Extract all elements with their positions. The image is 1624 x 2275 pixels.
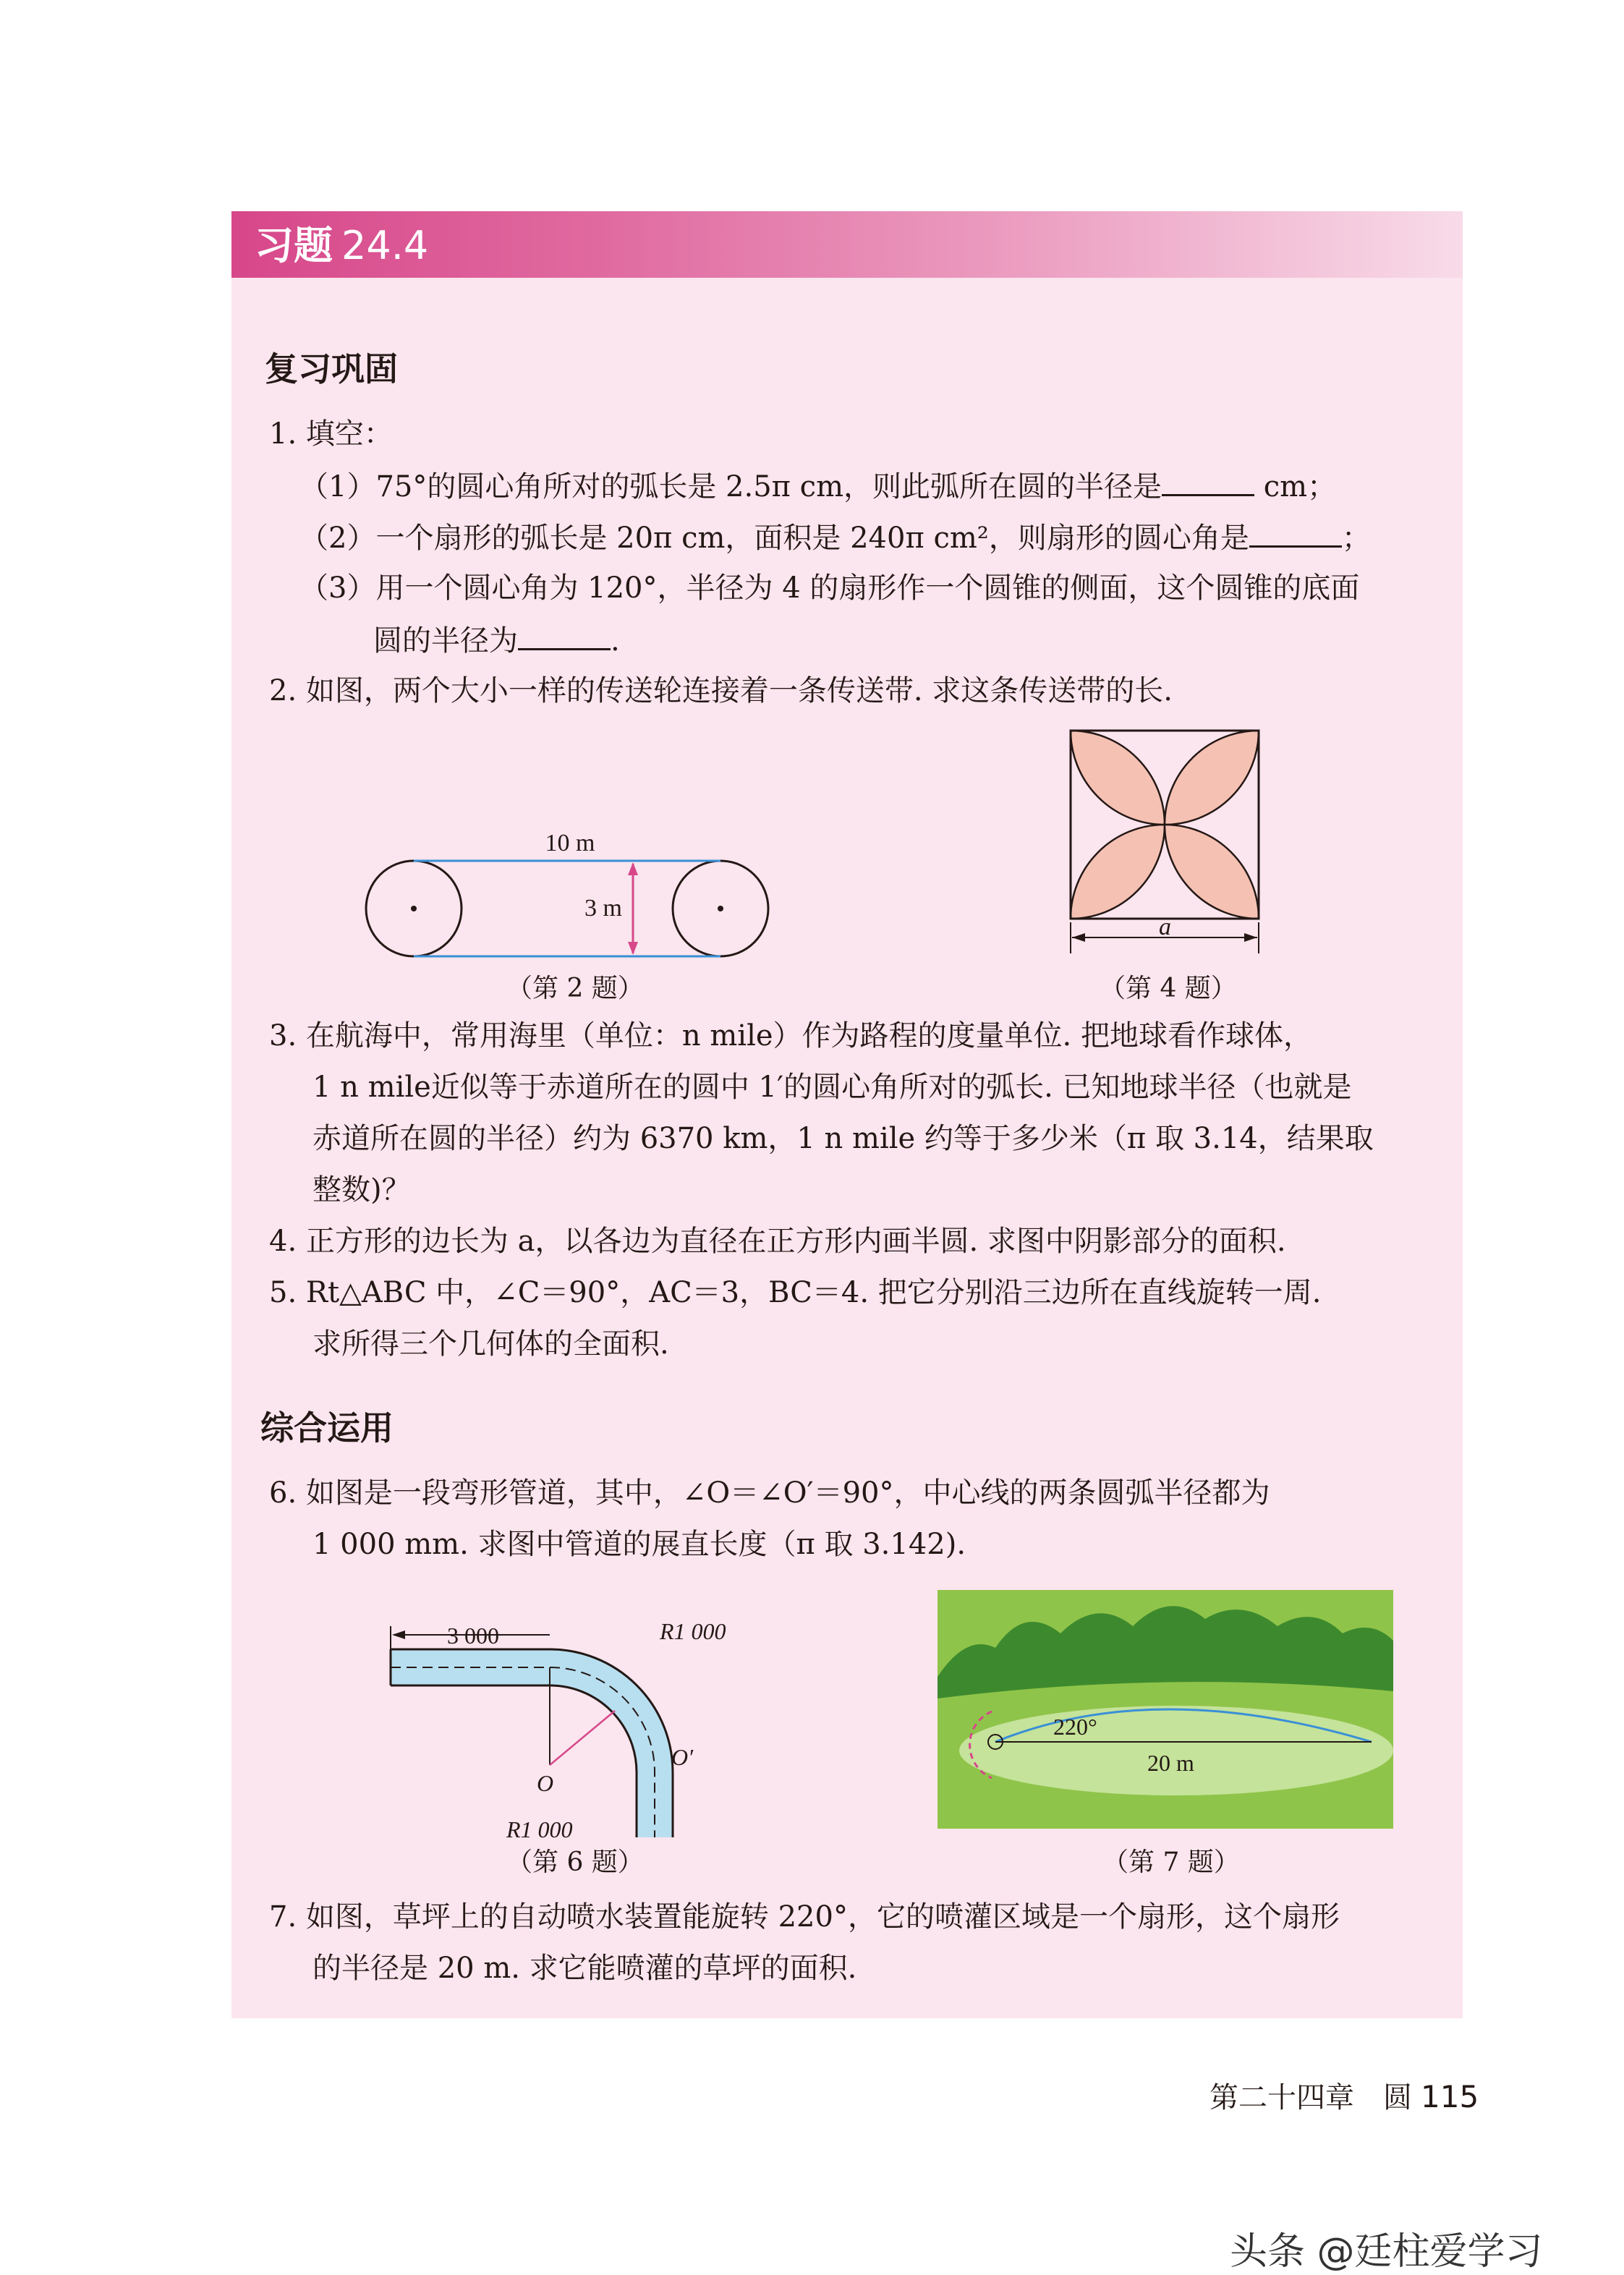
figure-7-caption: （第 7 题） (1102, 1847, 1240, 1877)
answer-blank (1249, 516, 1342, 548)
left-wheel-center (411, 906, 417, 911)
figure-7-sprinkler (938, 1590, 1393, 1829)
section-apply: 综合运用 (260, 1408, 394, 1447)
center-o-label: O (537, 1770, 554, 1796)
problem-1-sub-1: （1）75°的圆心角所对的弧长是 2.5π cm，则此弧所在圆的半径是 cm； (299, 465, 1336, 507)
gap-label: 3 m (584, 895, 622, 922)
pipe-fill (391, 1649, 673, 1837)
right-wheel-center (718, 906, 723, 911)
problem-3-line-2: 1 n mile近似等于赤道所在的圆中 1′的圆心角所对的弧长. 已知地球半径（也就是 (313, 1071, 1352, 1104)
dim-arrow-left (1072, 933, 1085, 942)
radius-label-top: R1 000 (660, 1620, 726, 1644)
center-o-prime-label: O′ (671, 1744, 694, 1770)
figure-6-pipe (376, 1620, 752, 1845)
problem-3-line-3: 赤道所在圆的半径）约为 6370 km，1 n mile 约等于多少米（π 取 3.14，结果取 (313, 1122, 1374, 1155)
problem-5-line-1: 5. Rt△ABC 中，∠C＝90°，AC＝3，BC＝4. 把它分别沿三边所在直线旋转一周. (269, 1276, 1322, 1309)
arrow-up (628, 862, 638, 875)
figure-2-caption: （第 2 题） (506, 974, 644, 1003)
exercise-title (255, 217, 428, 275)
length-arrow-left (392, 1630, 405, 1639)
chapter-label: 第二十四章 圆 (1210, 2081, 1412, 2114)
length-label: 10 m (545, 830, 595, 856)
page-footer (1210, 2075, 1479, 2116)
radius-pointer (550, 1711, 615, 1765)
problem-2: 2. 如图，两个大小一样的传送轮连接着一条传送带. 求这条传送带的长. (269, 674, 1173, 707)
petal-bottom-left (1071, 825, 1165, 919)
problem-1-sub-3-cont: 圆的半径为 . (373, 619, 620, 661)
figure-6-caption: （第 6 题） (506, 1847, 644, 1877)
figure-2-conveyor (347, 817, 796, 969)
watermark: 头条 @廷柱爱学习 (1230, 2230, 1543, 2274)
problem-3-line-1: 3. 在航海中，常用海里（单位：n mile）作为路程的度量单位. 把地球看作球体， (269, 1019, 1312, 1053)
side-label: a (1159, 914, 1171, 940)
radius-label-bottom: R1 000 (506, 1816, 573, 1842)
exercise-number: 24.4 (341, 223, 429, 268)
problem-1-title: 1. 填空： (269, 417, 393, 451)
exercise-label: 习题 (255, 223, 333, 268)
answer-blank (518, 619, 611, 650)
problem-7-line-2: 的半径是 20 m. 求它能喷灌的草坪的面积. (313, 1952, 857, 1985)
problem-1-sub-2: （2）一个扇形的弧长是 20π cm，面积是 240π cm²，则扇形的圆心角是 ； (299, 516, 1371, 558)
problem-7-line-1: 7. 如图，草坪上的自动喷水装置能旋转 220°，它的喷灌区域是一个扇形，这个扇形 (269, 1900, 1340, 1934)
straight-label: 3 000 (447, 1623, 499, 1649)
answer-blank (1162, 465, 1254, 496)
petal-bottom-right (1165, 825, 1259, 919)
angle-label: 220° (1053, 1714, 1097, 1740)
figure-4-caption: （第 4 题） (1100, 974, 1237, 1003)
dim-arrow-right (1244, 933, 1257, 942)
figure-4-square-petals (1056, 723, 1273, 962)
page-number: 115 (1421, 2079, 1479, 2114)
problem-6-line-2: 1 000 mm. 求图中管道的展直长度（π 取 3.142). (313, 1528, 966, 1561)
petal-top-left (1071, 731, 1165, 825)
arrow-down (628, 942, 638, 955)
problem-6-line-1: 6. 如图是一段弯形管道，其中，∠O＝∠O′＝90°，中心线的两条圆弧半径都为 (269, 1476, 1270, 1510)
section-review: 复习巩固 (265, 349, 398, 388)
problem-1-sub-3: （3）用一个圆心角为 120°，半径为 4 的扇形作一个圆锥的侧面，这个圆锥的底面 (299, 571, 1360, 605)
petal-top-right (1165, 731, 1259, 825)
problem-5-line-2: 求所得三个几何体的全面积. (313, 1327, 669, 1361)
problem-3-line-4: 整数)？ (313, 1173, 411, 1207)
radius-label: 20 m (1147, 1750, 1194, 1776)
problem-4: 4. 正方形的边长为 a，以各边为直径在正方形内画半圆. 求图中阴影部分的面积. (269, 1225, 1286, 1258)
